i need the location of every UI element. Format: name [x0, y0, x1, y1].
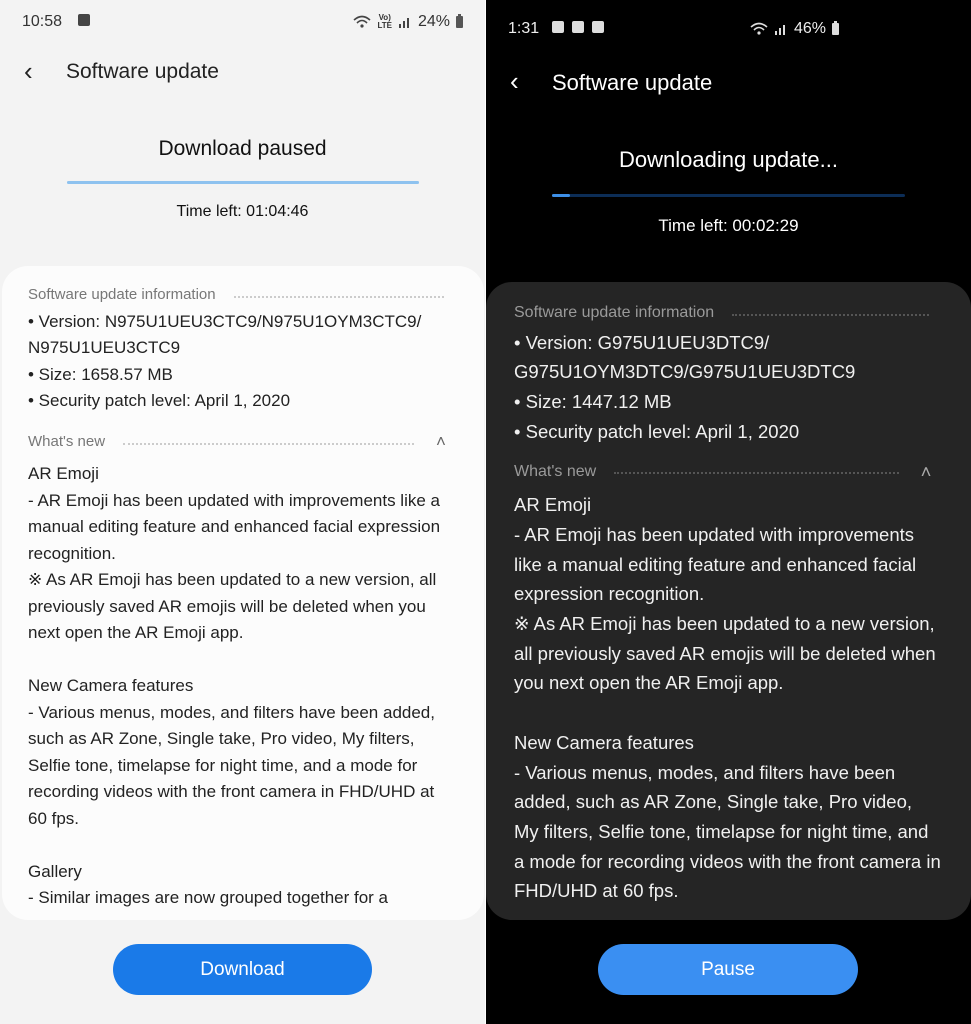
signal-icon — [774, 23, 788, 35]
status-time: 10:58 — [22, 13, 63, 30]
page-title: Software update — [552, 70, 713, 95]
status-bar — [0, 0, 485, 44]
info-section-header — [514, 298, 941, 328]
battery-icon — [456, 16, 463, 28]
wifi-icon — [750, 22, 768, 36]
chevron-left-icon[interactable]: ‹ — [24, 56, 33, 86]
divider — [234, 296, 444, 298]
page-title: Software update — [66, 60, 219, 83]
update-info-card[interactable] — [486, 282, 971, 920]
info-list — [514, 328, 941, 447]
security-patch-item: • Security patch level: April 1, 2020 — [28, 391, 291, 410]
update-info-card[interactable] — [2, 266, 484, 920]
info-heading: Software update information — [514, 304, 715, 321]
notification-icons — [552, 21, 604, 33]
info-list — [28, 309, 456, 415]
size-item: • Size: 1658.57 MB — [28, 364, 173, 384]
version-item: • Version: G975U1UEU3DTC9/ G975U1OYM3DTC9/G975U1UEU3DTC9 — [514, 331, 856, 383]
download-status: Downloading update... — [619, 147, 838, 172]
progress-fill — [67, 181, 419, 184]
status-time: 1:31 — [508, 20, 540, 37]
dark-screen — [486, 0, 971, 1024]
checkbox-notification-icon — [78, 14, 90, 26]
pause-button[interactable]: Pause — [598, 944, 858, 995]
divider — [732, 314, 929, 316]
whats-new-heading: What's new — [28, 432, 106, 450]
whats-new-header[interactable] — [514, 457, 941, 487]
light-screen — [0, 0, 485, 1024]
battery-percent: 24% — [417, 13, 450, 30]
whats-new-body: AR Emoji - AR Emoji has been updated with improvements like a manual editing feature and enhanced facial expression recognition. ※ As AR Emoji has been updated to a new version, all previously saved AR emojis will be deleted when you next open the AR Emoji app. New Camera features - Various menus, modes, and filters have been added, such as AR Zone, Single take, Pro video, My filters, Selfie tone, timelapse for night time, and a mode for recording videos with the front camera in FHD/UHD at 60 fps. — [514, 494, 941, 902]
wifi-icon — [353, 15, 371, 29]
message-icon — [552, 21, 564, 33]
info-heading: Software update information — [28, 286, 216, 303]
time-left: Time left: 00:02:29 — [658, 216, 799, 235]
chevron-up-icon[interactable]: ˄ — [920, 460, 932, 482]
whats-new-heading: What's new — [514, 462, 597, 480]
chevron-left-icon[interactable]: ‹ — [510, 66, 519, 96]
chevron-up-icon[interactable]: ˄ — [436, 431, 446, 451]
volte-icon: Vo) LTE — [377, 13, 392, 30]
signal-icon — [398, 16, 412, 28]
status-right — [353, 13, 463, 31]
whats-new-body: AR Emoji - AR Emoji has been updated with improvements like a manual editing feature and enhanced facial expression recognition. ※ As AR Emoji has been updated to a new version, all previously saved AR emojis will be deleted when you next open the AR Emoji app. New Camera features - Various menus, modes, and filters have been added, such as AR Zone, Single take, Pro video, My filters, Selfie tone, timelapse for night time, and a mode for recording videos with the front camera in FHD/UHD at 60 fps. Gallery - Similar images are now grouped together for a — [28, 464, 441, 907]
battery-percent: 46% — [793, 20, 826, 37]
download-button[interactable]: Download — [113, 944, 372, 995]
divider — [614, 472, 899, 474]
status-right — [750, 20, 839, 38]
version-item: • Version: N975U1UEU3CTC9/N975U1OYM3CTC9/ N975U1UEU3CTC9 — [28, 311, 422, 357]
divider — [123, 443, 414, 445]
progress-fill — [552, 194, 570, 197]
download-progress-bar — [552, 194, 905, 197]
image-icon — [572, 21, 584, 33]
battery-icon — [832, 23, 839, 35]
notification-icons — [78, 14, 90, 26]
size-item: • Size: 1447.12 MB — [514, 391, 672, 413]
download-status: Download paused — [158, 137, 327, 160]
whats-new-header[interactable] — [28, 429, 456, 456]
download-progress-bar — [67, 181, 419, 184]
download-box-icon — [592, 21, 604, 33]
time-left: Time left: 01:04:46 — [176, 203, 309, 220]
status-bar — [486, 0, 971, 44]
info-section-header — [28, 282, 456, 309]
security-patch-item: • Security patch level: April 1, 2020 — [514, 420, 800, 442]
